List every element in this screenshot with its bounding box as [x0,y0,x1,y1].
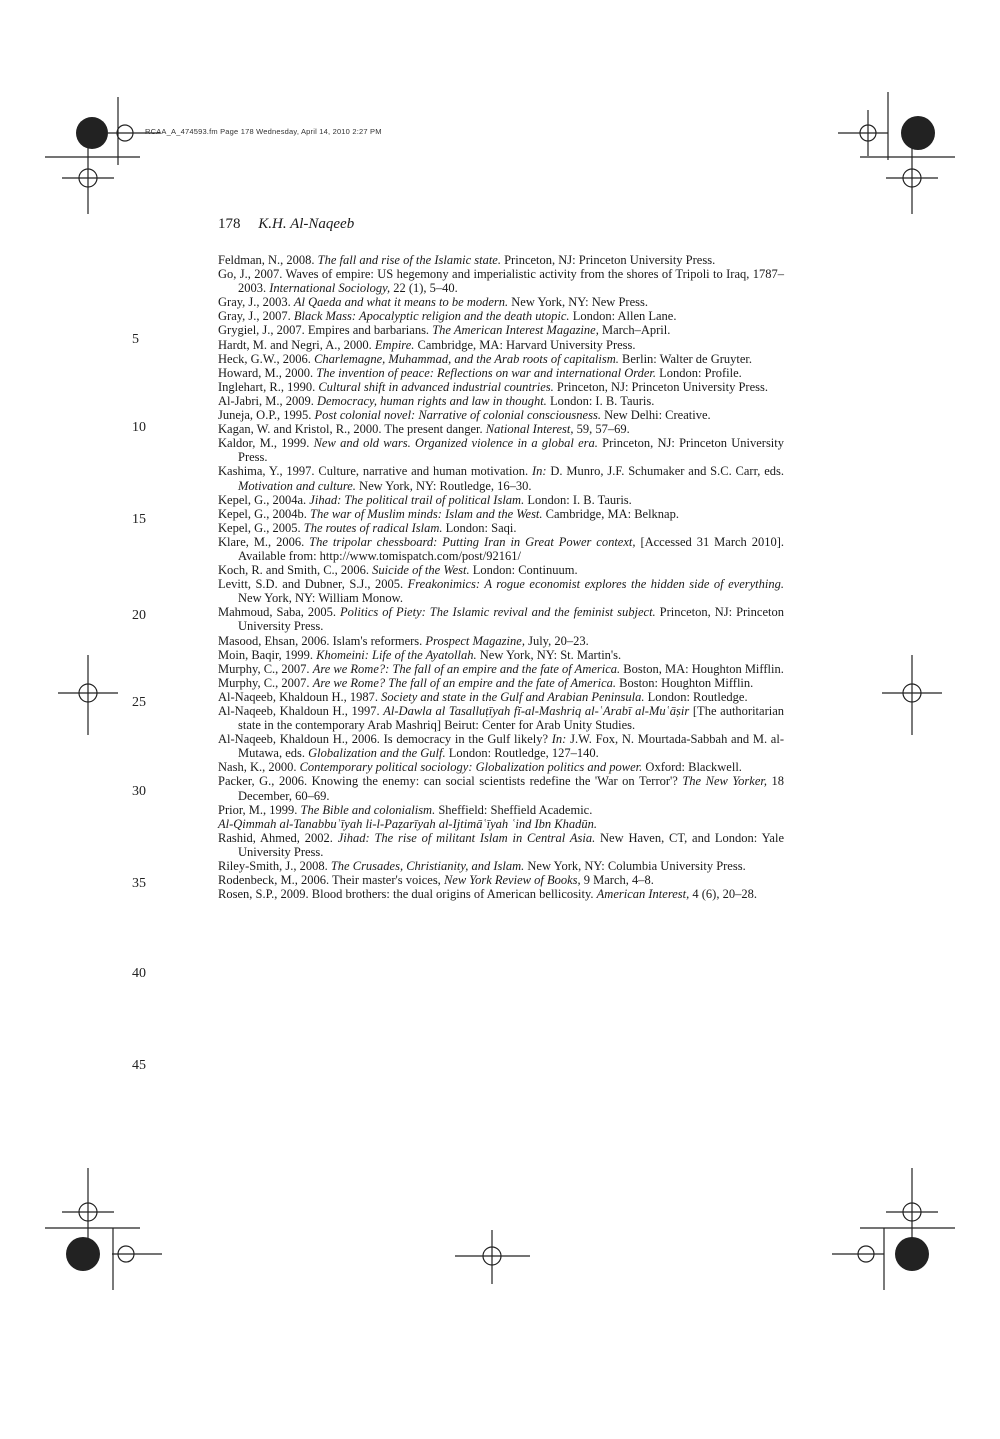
line-number: 5 [132,332,139,347]
reference-title: American Interest, [596,887,690,902]
reference-entry [218,634,784,648]
reference-text: Rodenbeck, M., 2006. Their master's voices, [218,873,444,888]
reference-text: Packer, G., 2006. Knowing the enemy: can social scientists redefine the 'War on Terror'? [218,774,683,789]
reference-entry [218,873,784,887]
reference-text: [The authoritarian state in the contemporary Arab Mashriq] Beirut: Center for Arab Unity Studies. [238,704,785,733]
reference-entry [218,338,784,352]
reference-text: New York, NY: Columbia University Press. [524,859,746,874]
line-number: 30 [132,784,146,799]
reference-text: Princeton, NJ: Princeton University Press. [238,436,785,465]
reference-text: Kepel, G., 2004b. [218,506,310,521]
reference-entry [218,662,784,676]
reference-entry [218,352,784,366]
reference-text: Princeton, NJ: Princeton University Press. [553,379,768,394]
reference-title: The tripolar chessboard: Putting Iran in Great Power context, [309,534,636,549]
reference-text: Heck, G.W., 2006. [218,351,315,366]
reference-entry [218,436,784,464]
line-number: 10 [132,420,146,435]
reference-text: [Accessed 31 March 2010]. Available from: http://www.tomispatch.com/post/92161/ [238,534,785,563]
reference-entry [218,507,784,521]
line-number: 45 [132,1058,146,1073]
reference-text: Masood, Ehsan, 2006. Islam's reformers. [218,633,426,648]
reference-text: Sheffield: Sheffield Academic. [435,802,593,817]
reference-title: Jihad: The political trail of political Islam. [309,492,525,507]
reference-title: Jihad: The rise of militant Islam in Central Asia. [337,830,596,845]
reference-title: Charlemagne, Muhammad, and the Arab roots of capitalism. [314,351,619,366]
reference-text: New York, NY: Routledge, 16–30. [355,478,532,493]
reference-entry [218,690,784,704]
reference-entry [218,323,784,337]
reference-entry [218,464,784,492]
reference-title: The routes of radical Islam. [303,520,443,535]
reference-entry [218,577,784,605]
reference-text: Boston, MA: Houghton Mifflin. [620,661,784,676]
reference-title: The war of Muslim minds: Islam and the West. [310,506,543,521]
reference-title: Politics of Piety: The Islamic revival and the feminist subject. [340,605,656,620]
reference-text: Princeton, NJ: Princeton University Press. [500,253,716,267]
reference-title: Cultural shift in advanced industrial countries. [318,379,554,394]
reference-title: In: [551,732,567,747]
reference-title: Motivation and culture. [238,478,356,493]
crosshair-icon [58,655,118,735]
line-number: 25 [132,695,146,710]
reference-text: London: I. B. Tauris. [524,492,632,507]
crosshair-icon [112,1228,162,1290]
reference-text: 9 March, 4–8. [580,873,654,888]
reference-text: Al-Naqeeb, Khaldoun H., 1987. [218,689,382,704]
reference-title: Post colonial novel: Narrative of colonial consciousness. [314,408,601,423]
reference-text: Boston: Houghton Mifflin. [616,675,754,690]
running-head [218,216,354,233]
reference-text: Inglehart, R., 1990. [218,379,319,394]
reference-title: New and old wars. Organized violence in a global era. [313,436,598,451]
reference-text: Murphy, C., 2007. [218,675,313,690]
reference-text: Kaldor, M., 1999. [218,436,314,451]
reference-text: Kagan, W. and Kristol, R., 2000. The present danger. [218,422,486,437]
reference-title: Democracy, human rights and law in thought. [316,393,547,408]
crosshair-icon [45,1168,140,1240]
reference-text: London: I. B. Tauris. [546,393,655,408]
line-number: 35 [132,876,146,891]
reference-text: Grygiel, J., 2007. Empires and barbarians. [218,323,433,338]
reference-title: Empire. [374,337,415,352]
reference-title: In: [531,464,547,479]
reference-title: The Crusades, Christianity, and Islam. [330,859,525,874]
reference-text: London: Profile. [656,365,742,380]
running-head-author: K.H. Al-Naqeeb [258,216,355,232]
reference-title: The fall and rise of the Islamic state. [317,253,501,267]
reference-entry [218,803,784,817]
reference-text: New York, NY: William Monow. [238,591,404,606]
reference-text: London: Allen Lane. [569,309,677,324]
crosshair-icon [45,140,140,214]
reference-text: Nash, K., 2000. [218,760,300,775]
reference-text: Prior, M., 1999. [218,802,301,817]
reference-title: Suicide of the West. [372,563,470,578]
reference-entry [218,831,784,859]
line-number: 40 [132,966,146,981]
reference-text: March–April. [598,323,671,338]
reference-title: The American Interest Magazine, [432,323,599,338]
reference-entry [218,887,784,901]
reference-title: National Interest, [485,422,574,437]
reference-entry [218,648,784,662]
file-slug: RCAA_A_474593.fm Page 178 Wednesday, April 14, 2010 2:27 PM [145,127,382,136]
reference-text: New York, NY: St. Martin's. [476,647,622,662]
crosshair-icon [860,1168,955,1240]
reference-text: London: Saqi. [442,520,517,535]
reference-title: Are we Rome? The fall of an empire and the fate of America. [312,675,616,690]
reference-title: The New Yorker, [682,774,767,789]
reference-text: Mahmoud, Saba, 2005. [218,605,341,620]
reference-text: 18 December, 60–69. [238,774,785,803]
line-number: 15 [132,512,146,527]
reference-title: The invention of peace: Reflections on war and international Order. [316,365,657,380]
line-number: 20 [132,608,146,623]
reference-title: Al-Qimmah al-Tanabbuʾīyah li-l-Paẓarīyah al-Ijtimāʿīyah ʿind Ibn Khadūn. [218,816,598,831]
reference-text: Murphy, C., 2007. [218,661,313,676]
reference-text: London: Routledge, 127–140. [445,746,599,761]
reference-text: Al-Naqeeb, Khaldoun H., 1997. [218,704,384,718]
reference-title: International Sociology, [269,281,391,296]
reference-title: Khomeini: Life of the Ayatollah. [316,647,477,662]
reference-title: Black Mass: Apocalyptic religion and the death utopic. [293,309,570,324]
reference-text: New Delhi: Creative. [600,408,711,423]
reference-entry [218,859,784,873]
reference-title: Prospect Magazine, [425,633,525,648]
reference-text: Kashima, Y., 1997. Culture, narrative and human motivation. [218,464,532,479]
reference-text: Al-Jabri, M., 2009. [218,393,317,408]
page-number: 178 [218,216,241,232]
reference-text: Kepel, G., 2005. [218,520,304,535]
reference-entry [218,422,784,436]
reference-entry [218,366,784,380]
crosshair-icon [882,655,942,735]
reference-text: Feldman, N., 2008. [218,253,318,267]
reference-entry [218,309,784,323]
reference-entry [218,563,784,577]
reference-text: Howard, M., 2000. [218,365,317,380]
reference-title: Al Qaeda and what it means to be modern. [293,295,509,310]
reference-text: Moin, Baqir, 1999. [218,647,317,662]
reference-entry [218,408,784,422]
crosshair-icon [838,92,888,160]
reference-entry [218,732,784,760]
reference-text: Klare, M., 2006. [218,534,310,549]
reference-text: July, 20–23. [524,633,589,648]
reference-text: J.W. Fox, N. Mourtada-Sabbah and M. al-Mutawa, eds. [238,732,784,761]
reference-text: 4 (6), 20–28. [689,887,757,902]
reference-entry [218,774,784,802]
reference-text: D. Munro, J.F. Schumaker and S.C. Carr, eds. [546,464,785,479]
reference-text: New York, NY: New Press. [508,295,648,310]
reference-text: Riley-Smith, J., 2008. [218,859,331,874]
reference-entry [218,394,784,408]
reference-text: Berlin: Walter de Gruyter. [618,351,753,366]
reference-list [218,253,784,901]
reference-entry [218,817,784,831]
crosshair-icon [860,140,955,214]
reference-entry [218,253,784,267]
reference-entry [218,521,784,535]
reference-text: Kepel, G., 2004a. [218,492,310,507]
reference-title: New York Review of Books, [443,873,581,888]
reference-text: Hardt, M. and Negri, A., 2000. [218,337,375,352]
reference-title: Freakonimics: A rogue economist explores the hidden side of everything. [407,577,784,592]
registration-dot-icon [895,1237,929,1271]
reference-text: Rosen, S.P., 2009. Blood brothers: the dual origins of American bellicosity. [218,887,597,902]
reference-text: 22 (1), 5–40. [390,281,458,296]
reference-title: The Bible and colonialism. [300,802,436,817]
reference-title: Globalization and the Gulf. [308,746,446,761]
reference-text: New Haven, CT, and London: Yale University Press. [238,830,784,859]
reference-entry [218,493,784,507]
reference-text: Gray, J., 2003. [218,295,294,310]
reference-text: Rashid, Ahmed, 2002. [218,830,338,845]
reference-text: Princeton, NJ: Princeton University Press. [238,605,784,634]
reference-text: London: Continuum. [469,563,578,578]
reference-text: 59, 57–69. [573,422,630,437]
reference-entry [218,605,784,633]
reference-entry [218,704,784,732]
crosshair-icon [832,1228,884,1290]
reference-text: Al-Naqeeb, Khaldoun H., 2006. Is democracy in the Gulf likely? [218,732,552,747]
reference-title: Society and state in the Gulf and Arabian Peninsula. [381,689,645,704]
reference-text: Cambridge, MA: Harvard University Press. [414,337,636,352]
crosshair-icon [455,1230,530,1284]
reference-text: Oxford: Blackwell. [642,760,742,775]
reference-text: Juneja, O.P., 1995. [218,408,315,423]
reference-text: Cambridge, MA: Belknap. [542,506,679,521]
reference-text: Go, J., 2007. Waves of empire: US hegemony and imperialistic activity from the shores of Tripoli to Iraq, 1787–2003. [218,267,784,296]
reference-text: Gray, J., 2007. [218,309,294,324]
reference-entry [218,676,784,690]
reference-title: Are we Rome?: The fall of an empire and the fate of America. [312,661,621,676]
reference-text: Koch, R. and Smith, C., 2006. [218,563,373,578]
reference-entry [218,535,784,563]
reference-title: Contemporary political sociology: Globalization politics and power. [299,760,643,775]
reference-entry [218,267,784,295]
registration-dot-icon [901,116,935,150]
registration-dot-icon [66,1237,100,1271]
reference-title: Al-Dawla al Tasalluṭīyah fī-al-Mashriq al-ʿArabī al-Muʿāṣir [383,704,690,718]
reference-text: London: Routledge. [644,689,748,704]
reference-entry [218,295,784,309]
reference-text: Levitt, S.D. and Dubner, S.J., 2005. [218,577,408,592]
reference-entry [218,760,784,774]
reference-entry [218,380,784,394]
registration-dot-icon [76,117,108,149]
